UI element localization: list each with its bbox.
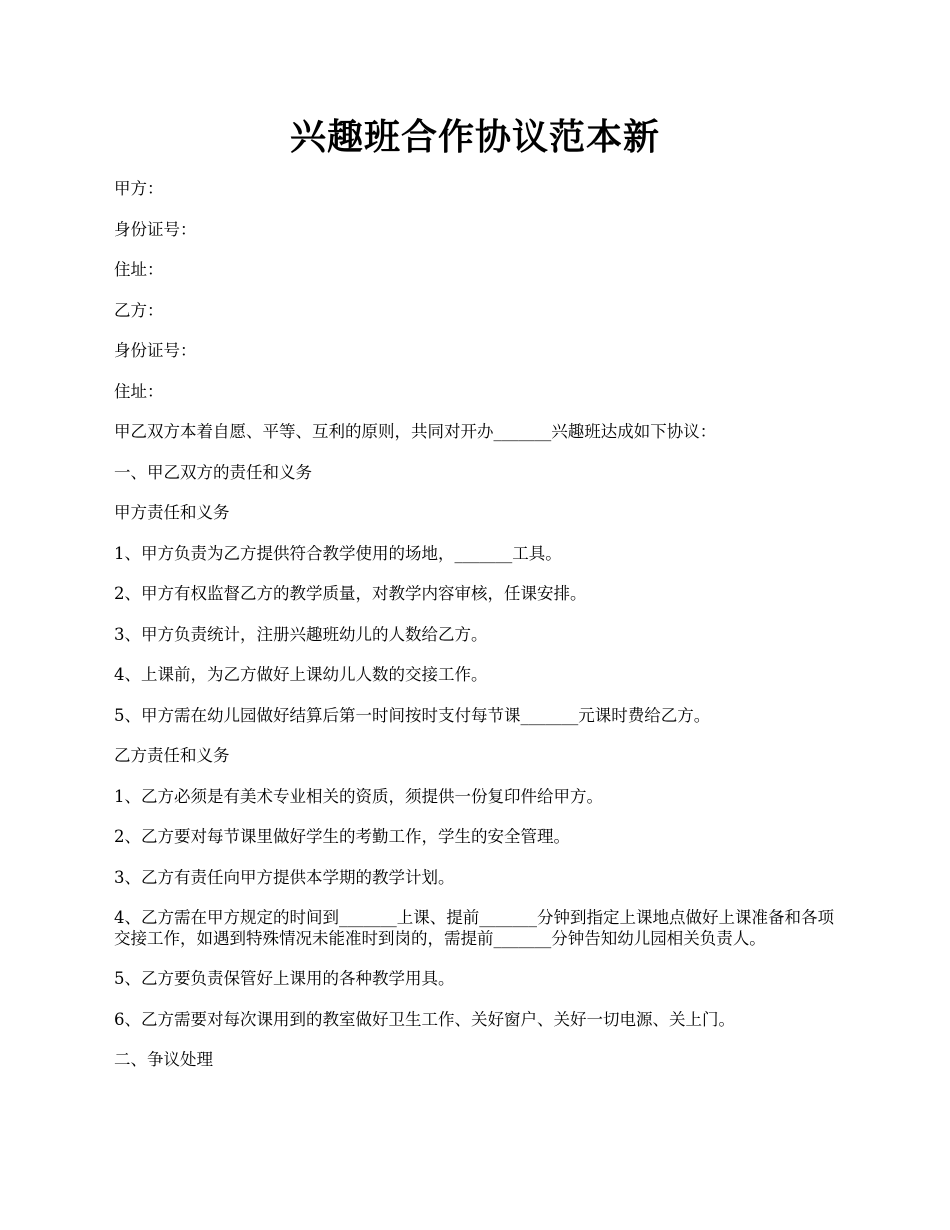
party-a-address-label: 住址：	[114, 260, 164, 279]
party-a-label: 甲方：	[114, 179, 164, 198]
section-heading-1: 一、甲乙双方的责任和义务	[114, 462, 312, 482]
preamble-paragraph: 甲乙双方本着自愿、平等、互利的原则，共同对开办_______兴趣班达成如下协议：	[114, 422, 717, 441]
subsection-heading-party-a: 甲方责任和义务	[114, 503, 230, 522]
party-b-label: 乙方：	[114, 300, 164, 320]
party-b-address-label: 住址：	[114, 381, 164, 401]
clause-b-5: 5、乙方要负责保管好上课用的各种教学用具。	[114, 969, 455, 988]
clause-b-6: 6、乙方需要对每次课用到的教室做好卫生工作、关好窗户、关好一切电源、关上门。	[114, 1009, 735, 1029]
clause-b-4: 4、乙方需在甲方规定的时间到_______上课、提前_______分钟到指定上课地点做好上课准备和各项交接工作，如遇到特殊情况未能准时到岗的，需提前_______分钟告知幼儿园相关负责人。	[114, 908, 834, 948]
document-title: 兴趣班合作协议范本新	[289, 116, 660, 158]
clause-a-1: 1、甲方负责为乙方提供符合教学使用的场地，_______工具。	[114, 543, 562, 563]
clause-b-3: 3、乙方有责任向甲方提供本学期的教学计划。	[114, 867, 455, 887]
section-heading-2: 二、争议处理	[114, 1050, 213, 1069]
subsection-heading-party-b: 乙方责任和义务	[114, 746, 230, 765]
clause-b-2: 2、乙方要对每节课里做好学生的考勤工作，学生的安全管理。	[114, 827, 570, 846]
clause-a-4: 4、上课前，为乙方做好上课幼儿人数的交接工作。	[114, 665, 488, 684]
clause-a-5: 5、甲方需在幼儿园做好结算后第一时间按时支付每节课_______元课时费给乙方。	[114, 705, 711, 725]
clause-a-3: 3、甲方负责统计，注册兴趣班幼儿的人数给乙方。	[114, 624, 488, 644]
document-body	[114, 178, 834, 1090]
clause-a-2: 2、甲方有权监督乙方的教学质量，对教学内容审核，任课安排。	[114, 584, 587, 603]
party-b-id-label: 身份证号：	[114, 341, 197, 360]
clause-b-1: 1、乙方必须是有美术专业相关的资质，须提供一份复印件给甲方。	[114, 786, 603, 806]
party-a-id-label: 身份证号：	[114, 219, 197, 239]
